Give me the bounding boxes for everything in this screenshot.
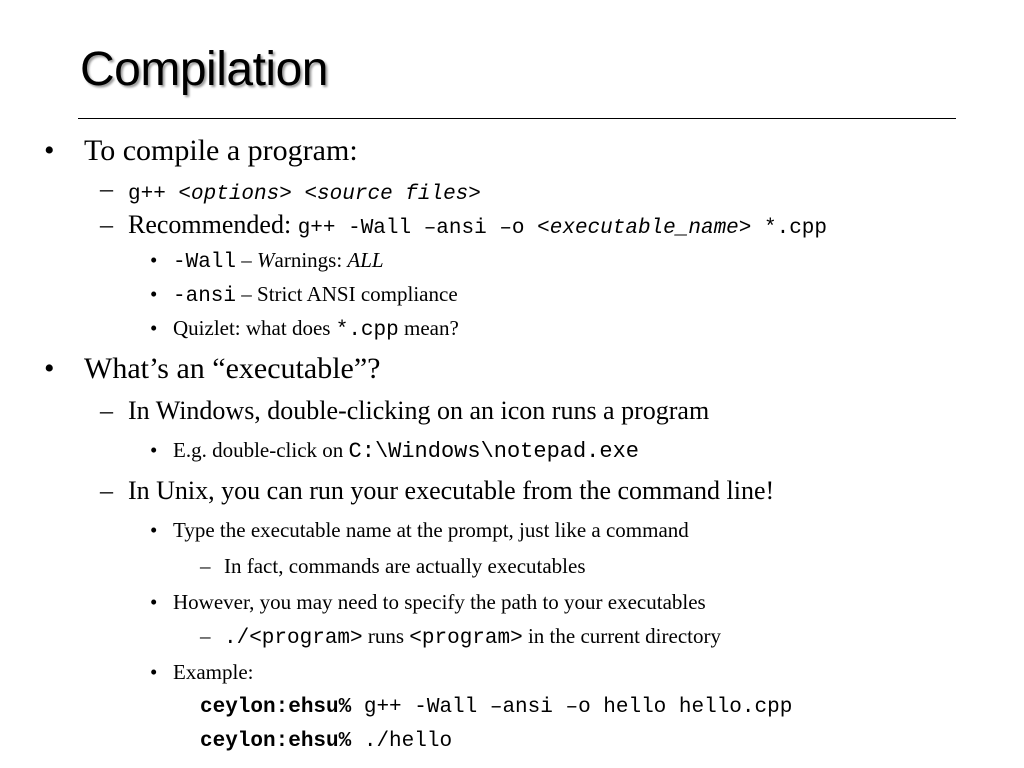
item-however: However, you may need to specify the path to your executables <box>173 590 706 614</box>
dash-marker: – <box>200 624 211 648</box>
cmd-source-files: <source files> <box>304 183 481 206</box>
cmd-space <box>292 183 305 206</box>
recommended-exe: <executable_name> <box>537 217 752 240</box>
bullet-executable: What’s an “executable”? <box>84 352 381 385</box>
quiz-post: mean? <box>398 316 459 340</box>
recommended-cmd: g++ -Wall –ansi –o <box>297 217 538 240</box>
item-in-fact: In fact, commands are actually executables <box>224 554 586 578</box>
subitem-recommended <box>128 210 827 240</box>
item-program-path <box>224 624 721 650</box>
shell-prompt: ceylon:ehsu% <box>200 696 352 719</box>
bullet-marker: • <box>150 316 158 340</box>
shell-prompt: ceylon:ehsu% <box>200 730 352 753</box>
dash-marker: – <box>100 210 113 239</box>
bullet-marker: • <box>150 590 158 614</box>
eg-pre: E.g. double-click on <box>173 438 349 462</box>
example-command-line-2 <box>200 730 452 753</box>
quiz-code: *.cpp <box>335 319 399 342</box>
example-cmd-compile: g++ -Wall –ansi –o hello hello.cpp <box>351 696 793 719</box>
recommended-tail: *.cpp <box>751 217 828 240</box>
item-ansi <box>173 282 458 308</box>
example-cmd-run: ./ <box>351 730 390 753</box>
quiz-pre: Quizlet: what does <box>173 316 336 340</box>
bullet-marker: • <box>44 352 55 385</box>
title-divider <box>78 118 956 119</box>
item-quizlet <box>173 316 459 342</box>
wall-flag: -Wall <box>173 251 237 274</box>
wall-w: W <box>257 248 275 272</box>
example-cmd-run-name: hello <box>389 730 453 753</box>
dash-marker: – <box>100 476 113 505</box>
program-code2: <program> <box>409 627 523 650</box>
recommended-label: Recommended: <box>128 210 298 239</box>
dash-marker: – <box>100 396 113 425</box>
subitem-windows: In Windows, double-clicking on an icon runs a program <box>128 396 710 425</box>
subitem-gpp-syntax <box>128 176 481 206</box>
dash-marker: – <box>100 174 113 203</box>
example-command-line-1 <box>200 696 792 719</box>
bullet-marker: • <box>150 660 158 684</box>
program-mid: runs <box>362 624 410 648</box>
ansi-flag: -ansi <box>173 285 237 308</box>
cmd-gpp: g++ <box>128 183 179 206</box>
wall-all: ALL <box>347 248 384 272</box>
bullet-marker: • <box>44 134 55 167</box>
bullet-compile: To compile a program: <box>84 134 358 167</box>
wall-dash: – <box>236 248 258 272</box>
cmd-options: <options> <box>178 183 292 206</box>
subitem-unix: In Unix, you can run your executable from the command line! <box>128 476 775 505</box>
program-post: in the current directory <box>522 624 721 648</box>
slide-title: Compilation <box>80 43 328 96</box>
bullet-marker: • <box>150 248 158 272</box>
bullet-marker: • <box>150 282 158 306</box>
item-example-label: Example: <box>173 660 254 684</box>
dash-marker: – <box>200 554 211 578</box>
item-wall <box>173 248 384 274</box>
bullet-marker: • <box>150 438 158 462</box>
ansi-text: – Strict ANSI compliance <box>236 282 458 306</box>
eg-path: C:\Windows\notepad.exe <box>348 439 639 464</box>
item-type-executable: Type the executable name at the prompt, just like a command <box>173 518 689 542</box>
wall-rest: arnings: <box>274 248 348 272</box>
item-eg-notepad <box>173 438 639 464</box>
program-code1: ./<program> <box>224 627 363 650</box>
bullet-marker: • <box>150 518 158 542</box>
